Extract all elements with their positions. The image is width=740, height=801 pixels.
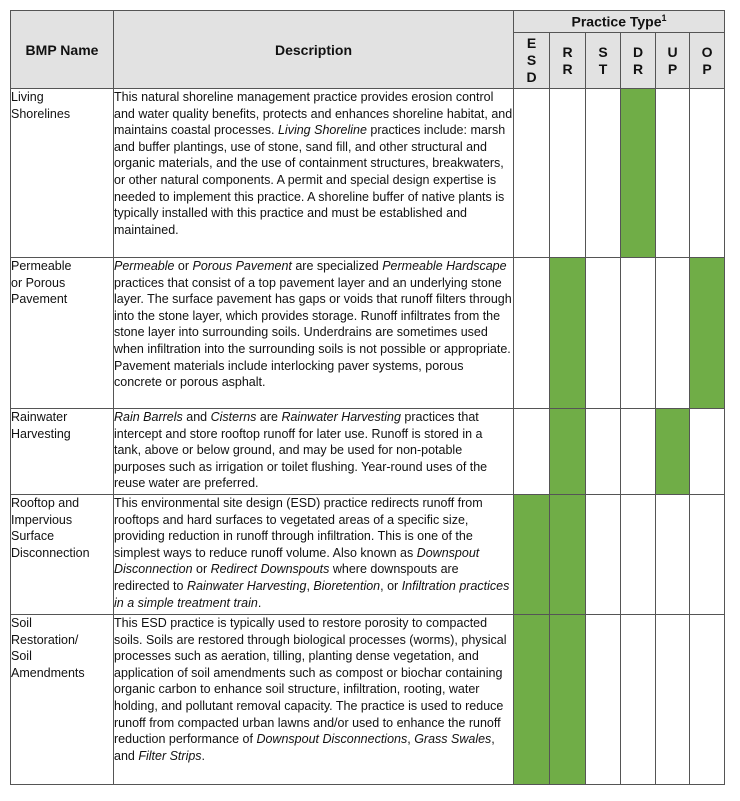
practice-code-char: P [702, 60, 712, 77]
description-text: This natural shoreline management practice provides erosion control and water quality benefits, protects and enhances shoreline habitat, and maintains coastal processes. [114, 90, 513, 138]
practice-type-label: Practice Type [571, 13, 662, 30]
practice-code-header [690, 33, 725, 89]
bmp-name-cell [11, 495, 114, 615]
practice-type-mark-filled [550, 615, 586, 785]
description-text: This environmental site design (ESD) practice redirects runoff from rooftops and hard surfaces to vegetated areas of a specific size, providing reduction in runoff through infiltration. This is one of the simplest ways to reduce runoff volume. Also known as [114, 496, 483, 560]
practice-type-mark-empty [514, 89, 550, 258]
description-header: Description [114, 11, 514, 89]
practice-code-char: D [632, 43, 644, 60]
bmp-name-line: Living [11, 90, 44, 104]
practice-type-mark-filled [550, 409, 586, 495]
description-text: are specialized [291, 259, 383, 273]
bmp-name-line: Amendments [11, 665, 85, 680]
practice-code-char: E [526, 35, 537, 51]
practice-code-header [656, 33, 690, 89]
practice-type-mark-empty [550, 89, 586, 258]
practice-type-mark-empty [621, 258, 656, 409]
bmp-name-cell [11, 409, 114, 495]
bmp-name-line: Harvesting [11, 426, 71, 441]
bmp-name-line: Disconnection [11, 545, 90, 560]
table-row [11, 258, 725, 409]
description-emphasis: Rainwater Harvesting [281, 410, 401, 424]
bmp-name-line: or Porous [11, 275, 66, 290]
practice-type-mark-empty [690, 495, 725, 615]
description-emphasis: Permeable [114, 259, 175, 273]
description-text: or [192, 562, 211, 577]
description-emphasis: Redirect Downspouts [210, 562, 330, 577]
description-emphasis: Grass Swales [414, 732, 492, 747]
description-text: , [407, 732, 415, 747]
practice-code-char: U [667, 43, 678, 60]
bmp-table [10, 10, 725, 785]
practice-code-char: O [701, 43, 713, 60]
practice-code-header [550, 33, 586, 89]
practice-code-char: D [526, 69, 537, 85]
description-emphasis: Downspout Disconnection [114, 545, 480, 577]
description-emphasis: Cisterns [210, 410, 257, 424]
description-text: practices that intercept and store rooftop runoff for later use. Runoff is stored in a tank, above or below ground, and may be used for non-potable purposes such as irrigation or toilet flushing. Year-round uses of the reuse water are preferred. [114, 410, 488, 491]
practice-type-mark-filled [621, 89, 656, 258]
bmp-name-line: Soil [11, 649, 32, 664]
description-emphasis: Permeable Hardscape [382, 259, 507, 273]
bmp-name-cell [11, 258, 114, 409]
practice-code-header [514, 33, 550, 89]
description-emphasis: Rainwater Harvesting [186, 578, 307, 593]
practice-type-mark-filled [514, 615, 550, 785]
description-emphasis: Downspout Disconnections [256, 732, 408, 747]
description-cell [114, 495, 514, 615]
practice-type-mark-filled [656, 409, 690, 495]
description-emphasis: Filter Strips [138, 748, 202, 763]
practice-type-mark-empty [586, 89, 621, 258]
description-text: , [306, 578, 314, 593]
practice-code-char: R [562, 60, 573, 77]
practice-type-mark-empty [514, 409, 550, 495]
practice-code-header [621, 33, 656, 89]
bmp-name-line: Rainwater [11, 410, 68, 424]
description-emphasis: Rain Barrels [114, 410, 183, 424]
bmp-name-line: Restoration/ [11, 632, 79, 647]
bmp-name-line: Pavement [11, 292, 68, 307]
bmp-name-line: Impervious [11, 512, 73, 527]
bmp-name-line: Rooftop and [11, 496, 80, 510]
practice-type-mark-empty [514, 258, 550, 409]
description-emphasis: Bioretention [313, 578, 381, 593]
practice-type-mark-empty [586, 615, 621, 785]
description-cell [114, 615, 514, 785]
bmp-name-cell [11, 89, 114, 258]
practice-type-mark-filled [690, 258, 725, 409]
bmp-name-line: Shorelines [11, 106, 71, 121]
footnote-marker: 1 [661, 13, 667, 24]
description-cell [114, 409, 514, 495]
practice-code-char: T [598, 60, 608, 77]
practice-type-mark-empty [656, 615, 690, 785]
description-text: This ESD practice is typically used to restore porosity to compacted soils. Soils are restored through biological processes (worms), physical processes such as aeration, tilling, planting dense vegetation, and application of soil amendments such as compost or biochar containing organic carbon to enhance soil structure, infiltration, rooting, water holding, and pollutant removal capacity. The practice is used to reduce runoff from compacted urban lawns and/or used to enhance the runoff reduction performance of [114, 616, 507, 747]
practice-type-mark-empty [690, 89, 725, 258]
bmp-name-cell [11, 615, 114, 785]
description-text: where downspouts are redirected to [114, 562, 459, 593]
table-row [11, 409, 725, 495]
practice-type-mark-empty [656, 89, 690, 258]
description-text: . [201, 748, 206, 763]
practice-type-mark-filled [550, 495, 586, 615]
practice-type-mark-empty [621, 615, 656, 785]
table-row [11, 495, 725, 615]
practice-type-mark-empty [586, 409, 621, 495]
practice-type-mark-empty [621, 495, 656, 615]
practice-code-char: P [667, 60, 678, 77]
practice-type-header [514, 11, 725, 33]
table-row [11, 89, 725, 258]
practice-code-header [586, 33, 621, 89]
description-text: or [174, 259, 193, 273]
practice-type-mark-empty [656, 495, 690, 615]
description-text: practices include: marsh and buffer plantings, use of stone, sand fill, and other structural and organic materials, and the use of containment structures, breakwaters, or other natural components. A permit and special design expertise is needed to implement this practice. A shoreline buffer of native plants is typically installed with this practice and must be established and maintained. [114, 123, 506, 237]
description-cell [114, 258, 514, 409]
practice-code-char: S [598, 43, 608, 60]
practice-type-mark-empty [586, 258, 621, 409]
practice-type-mark-empty [621, 409, 656, 495]
bmp-name-line: Soil [11, 616, 32, 630]
practice-code-char: R [562, 43, 573, 60]
practice-type-mark-empty [586, 495, 621, 615]
practice-type-mark-empty [690, 409, 725, 495]
practice-type-mark-filled [550, 258, 586, 409]
description-text: , or [380, 578, 402, 593]
practice-type-mark-empty [656, 258, 690, 409]
description-text: practices that consist of a top pavement layer and an underlying stone layer. The surface pavement has gaps or voids that runoff filters through into the stone layer, which provides storage. Runoff infiltrates from the stone layer into surrounding soils. Underdrains are sometimes used when infiltration into the surrounding soils is not possible or appropriate. Pavement materials include interlocking paver systems, porous concrete or porous asphalt. [114, 275, 512, 390]
description-emphasis: Infiltration practices in a simple treatment train [114, 578, 510, 610]
practice-type-mark-empty [690, 615, 725, 785]
description-emphasis: Living Shoreline [277, 123, 367, 138]
description-text: and [182, 410, 211, 424]
description-cell [114, 89, 514, 258]
table-row [11, 615, 725, 785]
practice-type-mark-filled [514, 495, 550, 615]
bmp-name-line: Permeable [11, 259, 72, 273]
description-emphasis: Porous Pavement [192, 259, 292, 273]
practice-code-char: S [526, 52, 537, 68]
bmp-name-line: Surface [11, 529, 55, 544]
practice-code-char: R [632, 60, 644, 77]
description-text: . [257, 595, 262, 610]
description-text: , and [114, 732, 495, 763]
description-text: are [256, 410, 282, 424]
bmp-name-header: BMP Name [11, 11, 114, 89]
